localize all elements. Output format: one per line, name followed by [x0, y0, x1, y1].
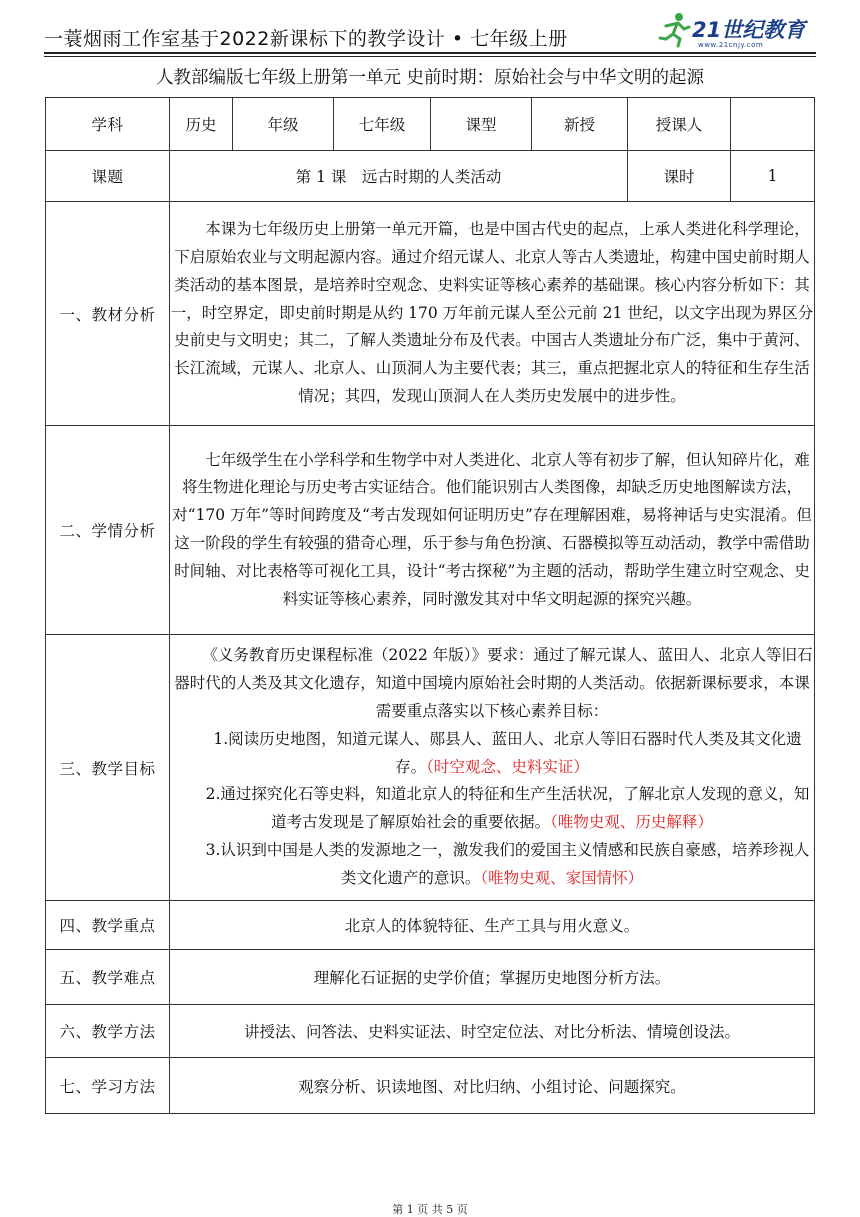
- textbook-analysis-label: 一、教材分析: [46, 202, 170, 426]
- goal-text: 2.通过探究化石等史料，知道北京人的特征和生产生活状况，了解北京人发现的意义，知道考古发现是了解原始社会的重要依据。: [205, 785, 810, 832]
- teacher-label: 授课人: [628, 98, 731, 151]
- key-points-label: 四、教学重点: [46, 901, 170, 950]
- topic-value: 第 1 课 远古时期的人类活动: [170, 151, 628, 202]
- period-label: 课时: [628, 151, 731, 202]
- textbook-analysis-text: 本课为七年级历史上册第一单元开篇，也是中国古代史的起点，上承人类进化科学理论，下启原始农业与文明起源内容。通过介绍元谋人、北京人等古人类遗址，构建中国史前时期人类活动的基本图景，是培养时空观念、史料实证等核心素养的基础课。核心内容分析如下：其一，时空界定，即史前时期是从约 170 万年前元谋人至公元前 21 世纪，以文字出现为界区分史前史与文明史；其二，了解人类遗址分布及代表。中国古人类遗址分布广泛，集中于黄河、长江流域，元谋人、北京人、山顶洞人为主要代表；其三，重点把握北京人的特征和生存生活情况；其四，发现山顶洞人在人类历史发展中的进步性。: [170, 220, 814, 405]
- lesson-type-value: 新授: [532, 98, 628, 151]
- lesson-type-label: 课型: [431, 98, 532, 151]
- key-points-text: 北京人的体貌特征、生产工具与用火意义。: [170, 901, 815, 950]
- subject-value: 历史: [170, 98, 233, 151]
- logo-url: www.21cnjy.com: [698, 41, 764, 49]
- grade-value: 七年级: [334, 98, 431, 151]
- teaching-goals-label: 三、教学目标: [46, 635, 170, 901]
- header-rule-thin: [44, 56, 816, 57]
- header-rule: [44, 52, 816, 54]
- page-header: [44, 20, 816, 50]
- runner-icon: [658, 12, 692, 48]
- table-row: [46, 1058, 815, 1114]
- teaching-methods-label: 六、教学方法: [46, 1005, 170, 1058]
- student-analysis-text: 七年级学生在小学科学和生物学中对人类进化、北京人等有初步了解，但认知碎片化，难将生物进化理论与历史考古实证结合。他们能识别古人类图像，却缺乏历史地图解读方法，对“170 万年”等时间跨度及“考古发现如何证明历史”存在理解困难，易将神话与史实混淆。但这一阶段的学生有较强的猎奇心理，乐于参与角色扮演、石器模拟等互动活动，教学中需借助时间轴、对比表格等可视化工具，设计“考古探秘”为主题的活动，帮助学生建立时空观念、史料实证等核心素养，同时激发其对中华文明起源的探究兴趣。: [172, 450, 812, 608]
- teaching-goals-content: [170, 635, 815, 901]
- subject-label: 学科: [46, 98, 170, 151]
- table-row: [46, 1005, 815, 1058]
- document-title: 人教部编版七年级上册第一单元 史前时期：原始社会与中华文明的起源: [155, 68, 705, 88]
- table-row: [46, 901, 815, 950]
- teaching-methods-text: 讲授法、问答法、史料实证法、时空定位法、对比分析法、情境创设法。: [170, 1005, 815, 1058]
- lesson-plan-table: [45, 97, 815, 1114]
- topic-label: 课题: [46, 151, 170, 202]
- goal-item-3: [170, 837, 814, 893]
- table-row: [46, 635, 815, 901]
- goals-intro: 《义务教育历史课程标准（2022 年版）》要求：通过了解元谋人、蓝田人、北京人等旧石器时代的人类及其文化遗存，知道中国境内原始社会时期的人类活动。依据新课标要求，本课需要重点落实以下核心素养目标：: [174, 646, 813, 720]
- site-logo: [658, 12, 808, 52]
- difficulties-label: 五、教学难点: [46, 950, 170, 1005]
- table-row: [46, 426, 815, 635]
- learning-methods-text: 观察分析、识读地图、对比归纳、小组讨论、问题探究。: [170, 1058, 815, 1114]
- student-analysis-content: [170, 426, 815, 635]
- goal-item-1: [170, 726, 814, 782]
- goal-text: 3.认识到中国是人类的发源地之一，激发我们的爱国主义情感和民族自豪感，培养珍视人类文化遗产的意识。: [205, 840, 810, 887]
- competency-tag: （时空观念、史料实证）: [426, 757, 589, 776]
- table-row: [46, 950, 815, 1005]
- header-text: 一蓑烟雨工作室基于2022新课标下的教学设计 • 七年级上册: [44, 28, 568, 50]
- student-analysis-label: 二、学情分析: [46, 426, 170, 635]
- page-footer: 第 1 页 共 5 页: [392, 1203, 468, 1216]
- competency-tag: （唯物史观、历史解释）: [550, 813, 713, 832]
- table-row: [46, 151, 815, 202]
- teacher-value: [731, 98, 815, 151]
- logo-text: 21世纪教育: [692, 18, 806, 42]
- table-row: [46, 98, 815, 151]
- textbook-analysis-content: [170, 202, 815, 426]
- difficulties-text: 理解化石证据的史学价值；掌握历史地图分析方法。: [170, 950, 815, 1005]
- goal-item-2: [170, 781, 814, 837]
- table-row: [46, 202, 815, 426]
- goal-text: 1.阅读历史地图，知道元谋人、郧县人、蓝田人、北京人等旧石器时代人类及其文化遗存。: [213, 729, 802, 776]
- grade-label: 年级: [233, 98, 334, 151]
- competency-tag: （唯物史观、家国情怀）: [480, 868, 644, 887]
- period-value: 1: [731, 151, 815, 202]
- learning-methods-label: 七、学习方法: [46, 1058, 170, 1114]
